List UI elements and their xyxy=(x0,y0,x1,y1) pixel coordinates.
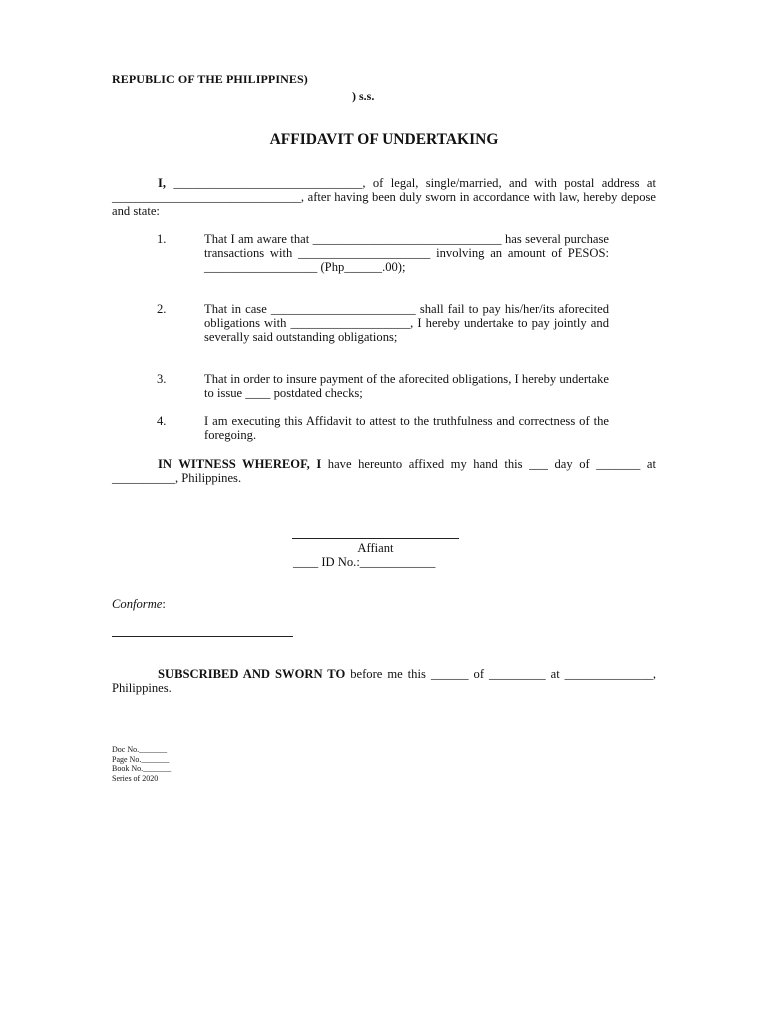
item-number-3: 3. xyxy=(157,372,167,386)
book-number: Book No._______ xyxy=(112,764,172,773)
affiant-label: Affiant xyxy=(357,541,394,555)
item-text-1: That I am aware that ______________________________ has several purchase transactions with _____________________ involving an amount of PESOS: __________________ (Php______.00); xyxy=(204,232,609,274)
venue-header-ss: ) s.s. xyxy=(352,89,375,103)
intro-lead: I, xyxy=(158,176,167,190)
document-title: AFFIDAVIT OF UNDERTAKING xyxy=(269,131,499,148)
witness-lead: IN WITNESS WHEREOF, I xyxy=(158,457,322,471)
notarial-register-block xyxy=(112,745,171,783)
item-number-2: 2. xyxy=(157,302,167,316)
series-year: Series of 2020 xyxy=(112,773,159,783)
conforme-word: Conforme xyxy=(112,597,163,611)
conforme-signature-line[interactable] xyxy=(112,636,293,637)
item-text-4: I am executing this Affidavit to attest to the truthfulness and correctness of the foregoing. xyxy=(204,414,609,442)
witness-paragraph xyxy=(112,457,656,485)
doc-number: Doc No._______ xyxy=(112,745,168,754)
conforme-label xyxy=(112,597,166,612)
intro-paragraph xyxy=(112,176,656,218)
page-number: Page No._______ xyxy=(112,754,170,764)
venue-header-country: REPUBLIC OF THE PHILIPPINES) xyxy=(112,72,308,86)
jurat-paragraph xyxy=(112,667,656,695)
affiant-id-field: ____ ID No.:____________ xyxy=(293,555,436,569)
jurat-text: before me this ______ of _________ at ______________, Philippines. xyxy=(112,667,656,695)
affiant-signature-line[interactable] xyxy=(292,538,459,539)
item-text-2: That in case _______________________ shall fail to pay his/her/its aforecited obligations with ___________________, I hereby undertake to pay jointly and severally said outstanding obligations; xyxy=(204,302,609,344)
jurat-lead: SUBSCRIBED AND SWORN TO xyxy=(158,667,346,681)
conforme-colon: : xyxy=(162,597,166,611)
item-text-3: That in order to insure payment of the aforecited obligations, I hereby undertake to issue ____ postdated checks; xyxy=(204,372,609,400)
item-number-4: 4. xyxy=(157,414,167,428)
item-number-1: 1. xyxy=(157,232,167,246)
intro-text: ______________________________, of legal, single/married, and with postal address at ______________________________, after having been duly sworn in accordance with law, hereby depose and state: xyxy=(112,176,656,218)
witness-text: have hereunto affixed my hand this ___ day of _______ at __________, Philippines. xyxy=(112,457,656,485)
